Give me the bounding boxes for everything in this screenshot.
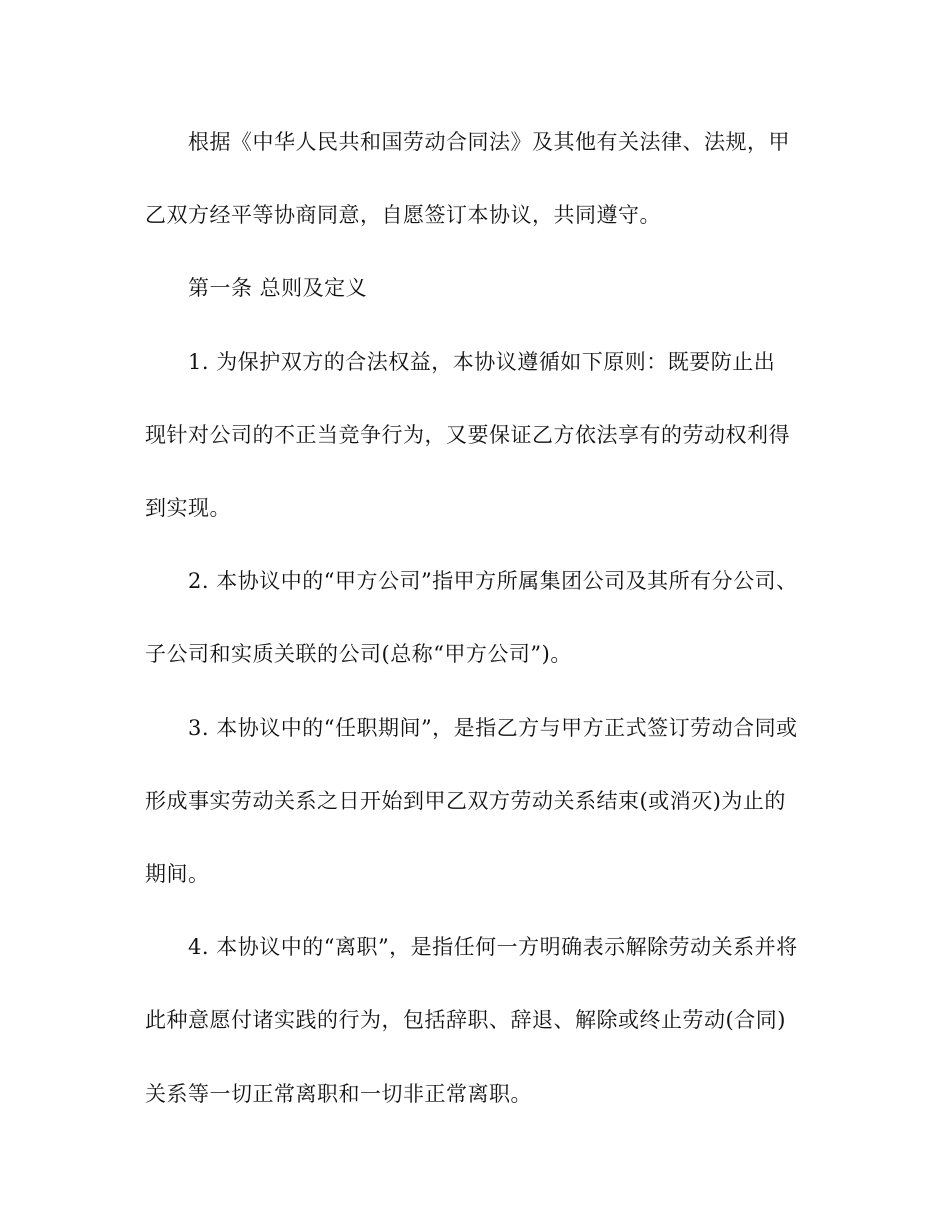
clause-3-line-3: 期间。 xyxy=(145,862,210,886)
clause-2-line-2: 子公司和实质关联的公司(总称“甲方公司”)。 xyxy=(145,642,572,666)
clause-3-line-1: 3. 本协议中的“任职期间”，是指乙方与甲方正式签订劳动合同或 xyxy=(188,716,798,740)
article-1-heading: 第一条 总则及定义 xyxy=(188,276,368,300)
clause-4-line-3: 关系等一切正常离职和一切非正常离职。 xyxy=(145,1082,532,1106)
clause-1-line-1: 1. 为保护双方的合法权益，本协议遵循如下原则：既要防止出 xyxy=(188,350,776,374)
clause-2-line-1: 2. 本协议中的“甲方公司”指甲方所属集团公司及其所有分公司、 xyxy=(188,569,798,593)
clause-4-line-1: 4. 本协议中的“离职”，是指任何一方明确表示解除劳动关系并将 xyxy=(188,935,798,959)
clause-1-line-2: 现针对公司的不正当竞争行为，又要保证乙方依法享有的劳动权利得 xyxy=(145,423,790,447)
clause-3-line-2: 形成事实劳动关系之日开始到甲乙双方劳动关系结束(或消灭)为止的 xyxy=(145,789,786,813)
clause-1-line-3: 到实现。 xyxy=(145,496,231,520)
paragraph-intro-line-1: 根据《中华人民共和国劳动合同法》及其他有关法律、法规，甲 xyxy=(188,130,790,154)
clause-4-line-2: 此种意愿付诸实践的行为，包括辞职、辞退、解除或终止劳动(合同) xyxy=(145,1008,786,1032)
paragraph-intro-line-2: 乙双方经平等协商同意，自愿签订本协议，共同遵守。 xyxy=(145,203,661,227)
